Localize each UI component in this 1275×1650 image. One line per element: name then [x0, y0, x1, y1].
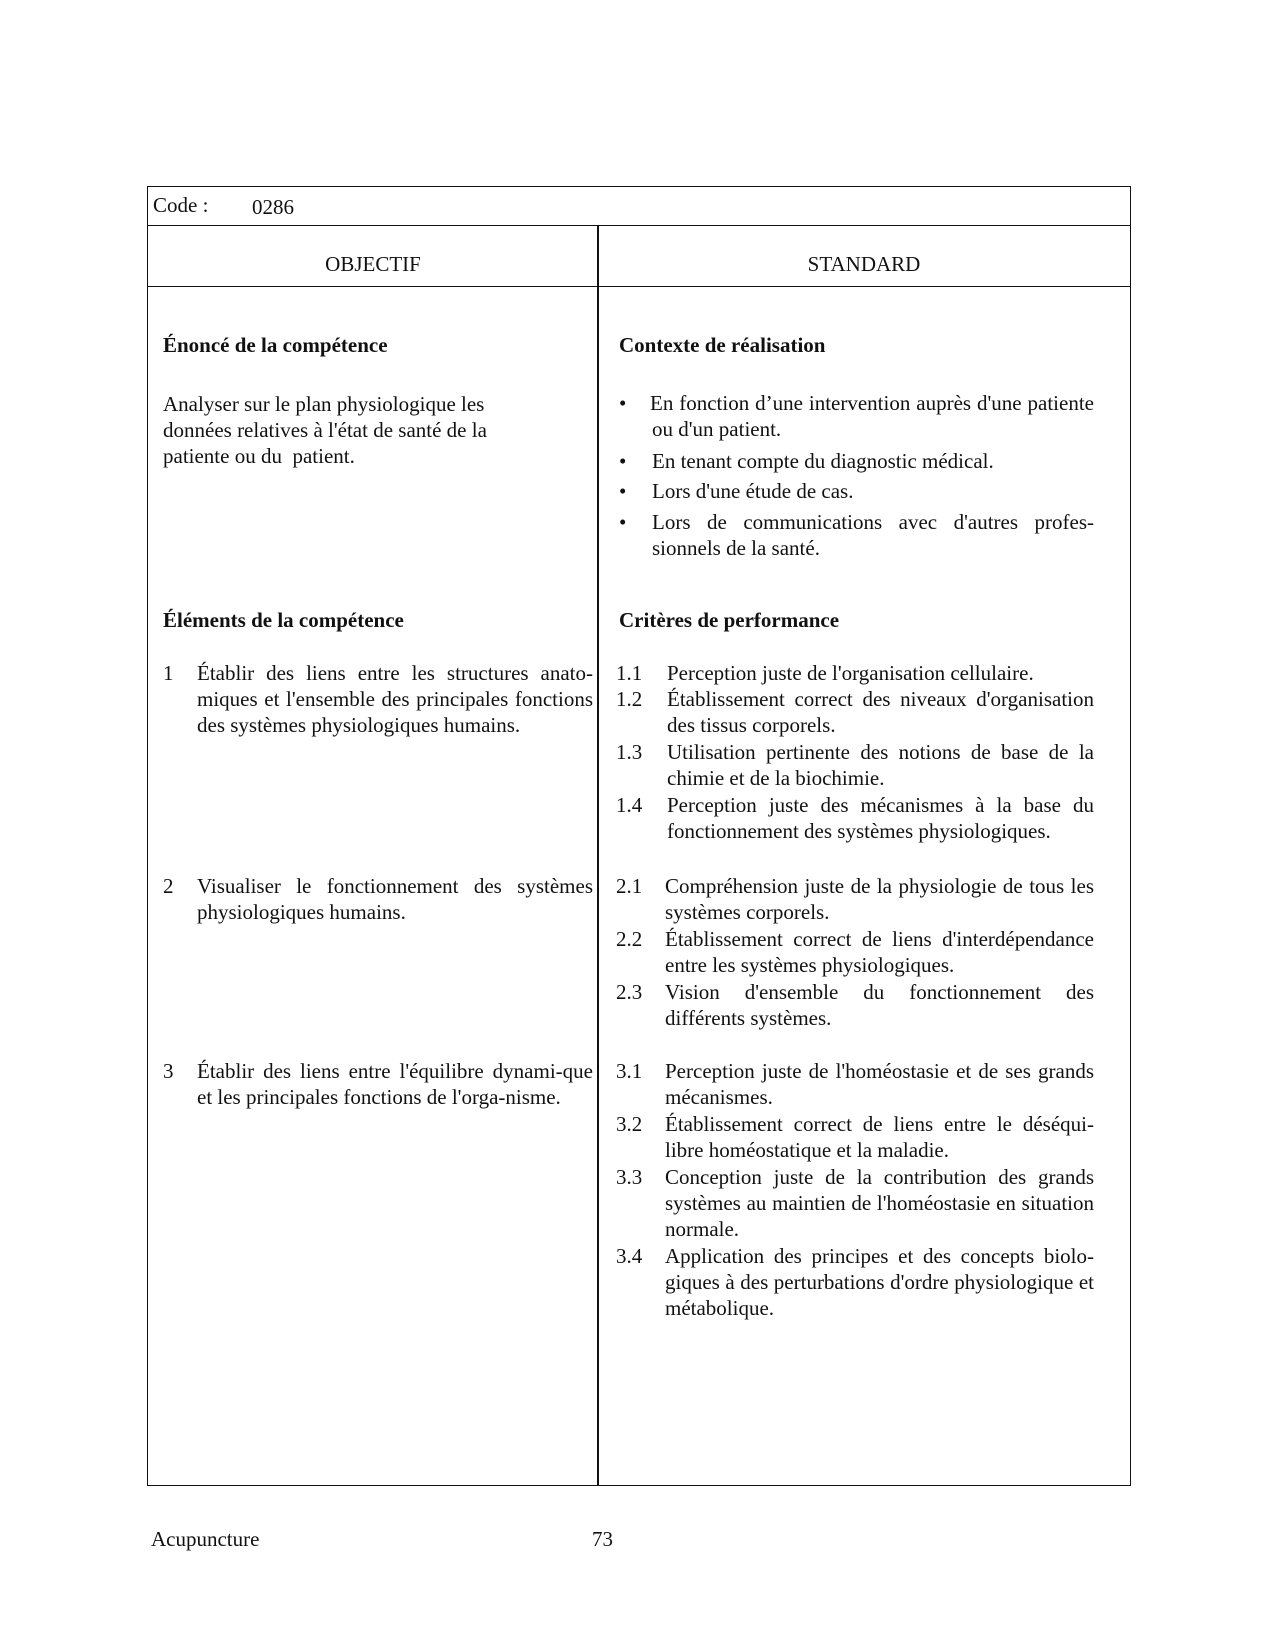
- critere-text: Perception juste de l'homéostasie et de ses grands mécanismes.: [665, 1059, 1094, 1109]
- critere-item: [616, 660, 1094, 686]
- contexte-text: En tenant compte du diagnostic médical.: [652, 449, 994, 473]
- critere-item: [616, 926, 1094, 978]
- column-header-row: [148, 225, 1130, 287]
- critere-text: Établissement correct de liens entre le déséqui-libre homéostatique et la maladie.: [665, 1112, 1094, 1162]
- element-number: 2: [163, 874, 174, 898]
- element-item-3: [163, 1058, 593, 1110]
- contexte-heading: Contexte de réalisation: [619, 333, 826, 357]
- contexte-item: [619, 448, 1094, 474]
- critere-number: 1.3: [616, 740, 643, 764]
- critere-item: [616, 873, 1094, 925]
- critere-text: Établissement correct des niveaux d'organisation des tissus corporels.: [667, 687, 1094, 737]
- critere-item: [616, 979, 1094, 1031]
- critere-text: Compréhension juste de la physiologie de tous les systèmes corporels.: [665, 874, 1094, 924]
- criteres-heading: Critères de performance: [619, 608, 840, 632]
- enonce-line: données relatives à l'état de santé de la: [163, 418, 487, 442]
- critere-text: Vision d'ensemble du fonctionnement des différents systèmes.: [665, 980, 1094, 1030]
- critere-item: [616, 686, 1094, 738]
- element-text: Établir des liens entre les structures anato-miques et l'ensemble des principales fonctions des systèmes physiologiques humains.: [197, 661, 593, 737]
- critere-number: 3.1: [616, 1059, 643, 1083]
- critere-item: [616, 1243, 1094, 1321]
- critere-number: 2.2: [616, 927, 643, 951]
- critere-item: [616, 1164, 1094, 1242]
- footer-program-name: Acupuncture: [151, 1527, 260, 1551]
- elements-heading: Éléments de la compétence: [163, 608, 404, 632]
- critere-text: Utilisation pertinente des notions de base de la chimie et de la biochimie.: [667, 740, 1094, 790]
- bullet-icon: •: [619, 391, 627, 415]
- bullet-icon: •: [619, 449, 627, 473]
- bullet-icon: •: [619, 479, 627, 503]
- footer-page-number: 73: [592, 1527, 613, 1551]
- column-divider: [597, 225, 599, 1485]
- critere-number: 1.4: [616, 793, 643, 817]
- critere-number: 3.4: [616, 1244, 643, 1268]
- element-item-1: [163, 660, 593, 738]
- critere-text: Établissement correct de liens d'interdépendance entre les systèmes physiologiques.: [665, 927, 1094, 977]
- enonce-line: Analyser sur le plan physiologique les: [163, 392, 485, 416]
- contexte-item: [619, 478, 1094, 504]
- critere-item: [616, 1111, 1094, 1163]
- critere-text: Application des principes et des concepts biolo-giques à des perturbations d'ordre physiologique et métabolique.: [665, 1244, 1094, 1320]
- element-text: Établir des liens entre l'équilibre dynami-que et les principales fonctions de l'orga-nisme.: [197, 1059, 593, 1109]
- enonce-text: [163, 391, 563, 469]
- critere-item: [616, 739, 1094, 791]
- element-text: Visualiser le fonctionnement des systèmes physiologiques humains.: [197, 874, 593, 924]
- critere-number: 2.3: [616, 980, 643, 1004]
- contexte-item: [619, 509, 1094, 561]
- critere-text: Perception juste des mécanismes à la base du fonctionnement des systèmes physiologiques.: [667, 793, 1094, 843]
- contexte-text: Lors d'une étude de cas.: [652, 479, 854, 503]
- element-number: 3: [163, 1059, 174, 1083]
- critere-item: [616, 792, 1094, 844]
- contexte-item: [619, 390, 1094, 442]
- element-number: 1: [163, 661, 174, 685]
- enonce-line: patiente ou du patient.: [163, 444, 355, 468]
- critere-number: 1.1: [616, 661, 643, 685]
- critere-item: [616, 1058, 1094, 1110]
- critere-text: Conception juste de la contribution des grands systèmes au maintien de l'homéostasie en situation normale.: [665, 1165, 1094, 1241]
- enonce-heading: Énoncé de la compétence: [163, 333, 388, 357]
- contexte-text: En fonction d’une intervention auprès d'une patiente ou d'un patient.: [650, 391, 1094, 441]
- code-label: Code :: [153, 193, 209, 217]
- bullet-icon: •: [619, 510, 627, 534]
- critere-number: 2.1: [616, 874, 643, 898]
- standard-header: STANDARD: [807, 252, 921, 276]
- critere-number: 3.2: [616, 1112, 643, 1136]
- critere-number: 3.3: [616, 1165, 643, 1189]
- code-value: 0286: [252, 195, 294, 219]
- contexte-text: Lors de communications avec d'autres profes-sionnels de la santé.: [652, 510, 1094, 560]
- code-row: [148, 187, 1130, 226]
- objectif-header: OBJECTIF: [325, 252, 421, 276]
- critere-number: 1.2: [616, 687, 643, 711]
- critere-text: Perception juste de l'organisation cellulaire.: [667, 661, 1034, 685]
- element-item-2: [163, 873, 593, 925]
